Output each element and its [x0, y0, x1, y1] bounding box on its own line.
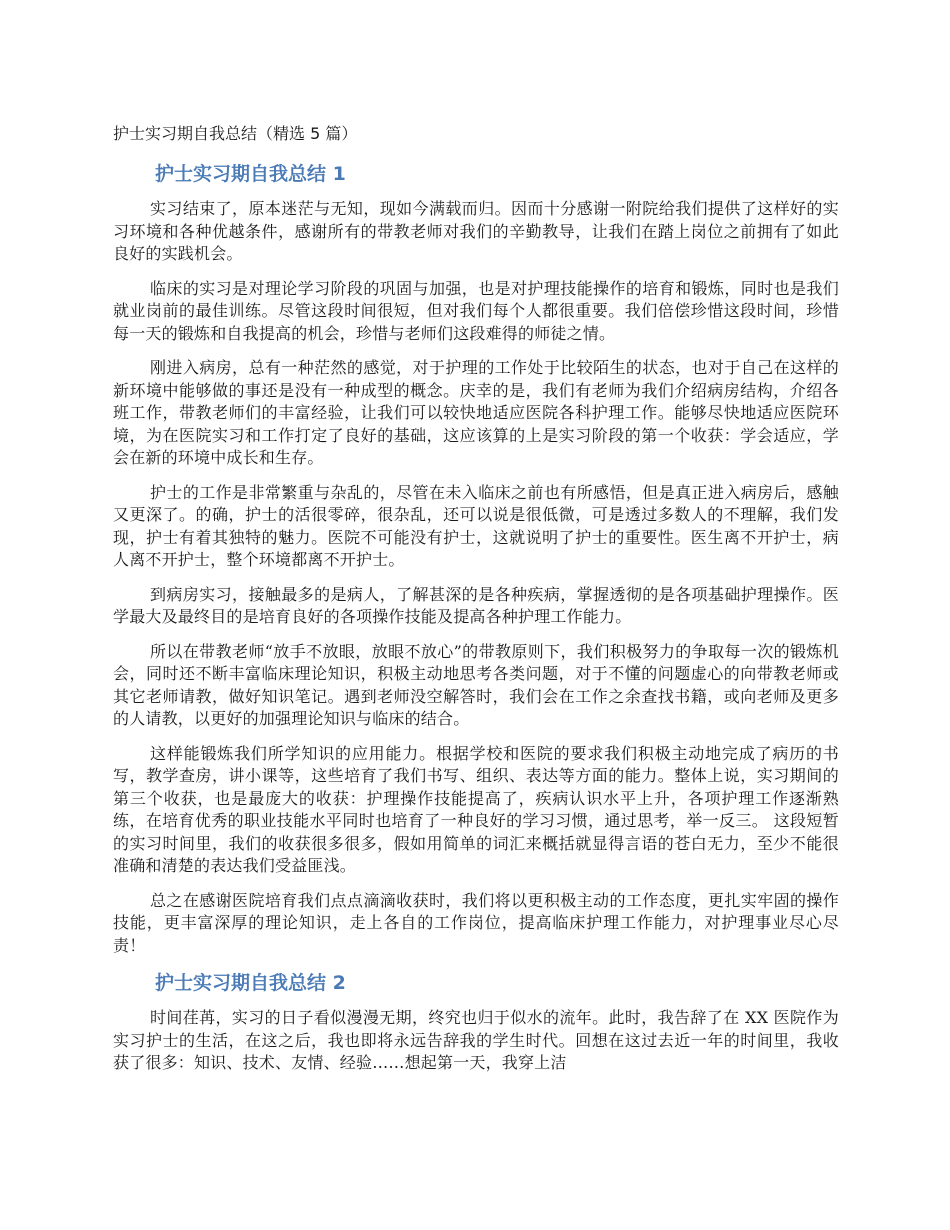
paragraph: 所以在带教老师“放手不放眼，放眼不放心”的带教原则下，我们积极努力的争取每一次的锻炼机会，同时还不断丰富临床理论知识，积极主动地思考各类问题，对于不懂的问题虚心的向带教老师或其它老师请教，做好知识笔记。遇到老师没空解答时，我们会在工作之余查找书籍，或向老师及更多的人请教，以更好的加强理论知识与临床的结合。 — [113, 641, 839, 728]
section-1 — [113, 160, 839, 957]
paragraph: 这样能锻炼我们所学知识的应用能力。根据学校和医院的要求我们积极主动地完成了病历的书写，教学查房，讲小课等，这些培育了我们书写、组织、表达等方面的能力。整体上说，实习期间的第三个收获，也是最庞大的收获：护理操作技能提高了，疾病认识水平上升，各项护理工作逐渐熟练，在培育优秀的职业技能水平同时也培育了一种良好的学习习惯，通过思考，举一反三。 这段短暂的实习时间里，我们的收获很多很多，假如用简单的词汇来概括就显得言语的苍白无力，至少不能很准确和清楚的表达我们受益匪浅。 — [113, 743, 839, 875]
paragraph: 护士的工作是非常繁重与杂乱的，尽管在未入临床之前也有所感悟，但是真正进入病房后，感触又更深了。的确，护士的活很零碎，很杂乱，还可以说是很低微，可是透过多数人的不理解，我们发现，护士有着其独特的魅力。医院不可能没有护士，这就说明了护士的重要性。医生离不开护士，病人离不开护士，整个环境都离不开护士。 — [113, 482, 839, 569]
paragraph: 时间荏苒，实习的日子看似漫漫无期，终究也归于似水的流年。此时，我告辞了在 XX 医院作为实习护士的生活，在这之后，我也即将永远告辞我的学生时代。回想在这过去近一年的时间里，我收获了很多：知识、技术、友情、经验……想起第一天，我穿上洁 — [113, 1008, 839, 1072]
document-page — [113, 122, 839, 1087]
paragraph: 到病房实习，接触最多的是病人，了解甚深的是各种疾病，掌握透彻的是各项基础护理操作。医学最大及最终目的是培育良好的各项操作技能及提高各种护理工作能力。 — [113, 584, 839, 626]
section-2 — [113, 969, 839, 1075]
document-title: 护士实习期自我总结（精选 5 篇） — [113, 124, 358, 143]
paragraph: 总之在感谢医院培育我们点点滴滴收获时，我们将以更积极主动的工作态度，更扎实牢固的操作技能，更丰富深厚的理论知识，走上各自的工作岗位，提高临床护理工作能力，对护理事业尽心尽责！ — [113, 890, 839, 955]
paragraph: 实习结束了，原本迷茫与无知，现如今满载而归。因而十分感谢一附院给我们提供了这样好的实习环境和各种优越条件，感谢所有的带教老师对我们的辛勤教导，让我们在踏上岗位之前拥有了如此良好的实践机会。 — [113, 199, 839, 263]
paragraph: 刚进入病房，总有一种茫然的感觉，对于护理的工作处于比较陌生的状态，也对于自己在这样的新环境中能够做的事还是没有一种成型的概念。庆幸的是，我们有老师为我们介绍病房结构，介绍各班工作，带教老师们的丰富经验，让我们可以较快地适应医院各科护理工作。能够尽快地适应医院环境，为在医院实习和工作打定了良好的基础，这应该算的上是实习阶段的第一个收获：学会适应，学会在新的环境中成长和生存。 — [113, 358, 839, 467]
section-heading: 护士实习期自我总结 1 — [155, 163, 346, 185]
section-heading: 护士实习期自我总结 2 — [155, 972, 346, 994]
paragraph: 临床的实习是对理论学习阶段的巩固与加强，也是对护理技能操作的培育和锻炼，同时也是我们就业岗前的最佳训练。尽管这段时间很短，但对我们每个人都很重要。我们倍偿珍惜这段时间，珍惜每一天的锻炼和自我提高的机会，珍惜与老师们这段难得的师徒之情。 — [113, 278, 839, 343]
